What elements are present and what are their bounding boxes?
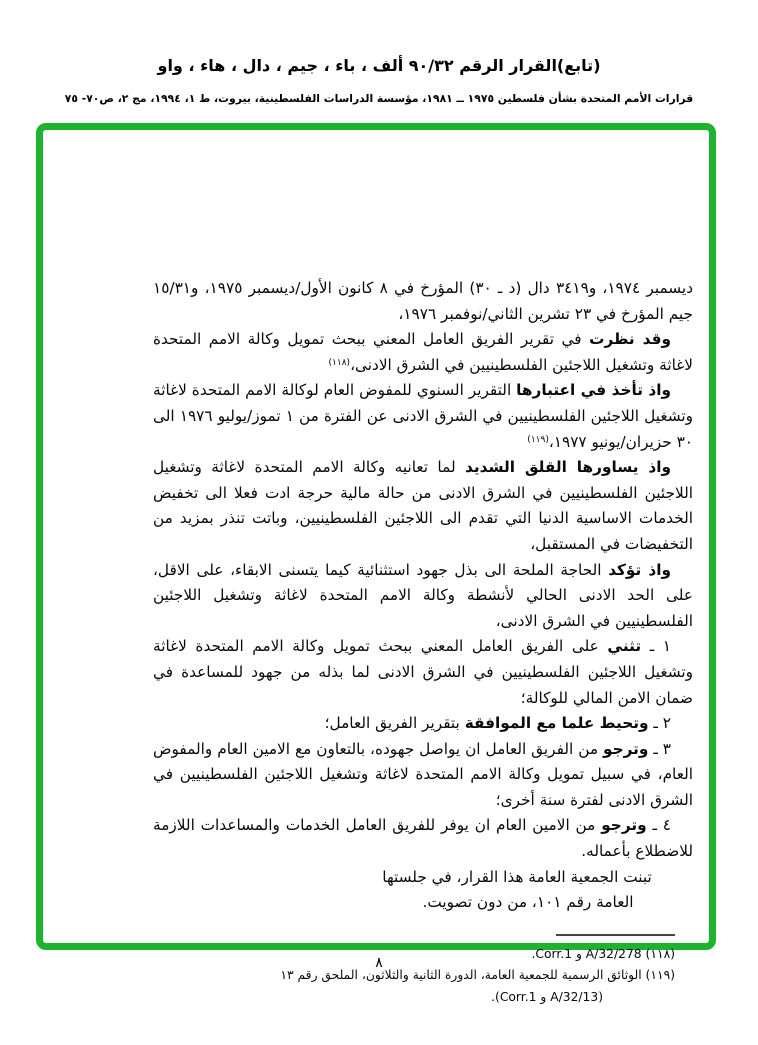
paragraph-text: بتقرير الفريق العامل؛ bbox=[324, 714, 465, 733]
paragraph-lead: وترجو bbox=[601, 816, 647, 835]
paragraph-lead: واذ تؤكد bbox=[608, 560, 671, 579]
paragraph-text: ديسمبر ١٩٧٤، و٣٤١٩ دال (د ـ ٣٠) المؤرخ في ٨ كانون الأول/ديسمبر ١٩٧٥، و١٥/٣١ جيم المؤرخ في ٢٣ تشرين الثاني/نوفمبر ١٩٧٦، bbox=[153, 279, 694, 323]
adoption-clause: تبنت الجمعية العامة هذا القرار، في جلستها العامة رقم ١٠١، من دون تصويت. bbox=[382, 867, 652, 912]
footnote-text: A/32/278 و Corr.1. bbox=[531, 946, 646, 961]
paragraph-text: من الفريق العامل ان يواصل جهوده، بالتعاون مع الامين العام والمفوض العام، في سبيل تمويل وكالة الامم المتحدة لاغاثة وتشغيل اللاجئين الفلسطينيين في الشرق الادنى لفترة سنة أخرى؛ bbox=[153, 739, 693, 809]
document-header-title: (تابع)القرار الرقم ٩٠/٣٢ ألف ، باء ، جيم ، دال ، هاء ، واو bbox=[157, 56, 601, 75]
paragraph-text: التقرير السنوي للمفوض العام لوكالة الامم المتحدة لاغاثة وتشغيل اللاجئين الفلسطينيين في الشرق الادنى عن الفترة من ١ تموز/يوليو ١٩٧٦ الى ٣٠ حزيران/يونيو ١٩٧٧، bbox=[153, 381, 693, 451]
page-number: ٨ bbox=[375, 955, 383, 971]
paragraph-lead: تثني bbox=[607, 637, 642, 656]
paragraph-lead: وقد نظرت bbox=[589, 330, 671, 349]
paragraph-text: على الفريق العامل المعني ببحث تمويل وكالة الامم المتحدة لاغاثة وتشغيل اللاجئين الفلسطينيين في الشرق الادنى لما بذله من جهود للمساعدة في ضمان الامن المالي للوكالة؛ bbox=[153, 637, 693, 707]
paragraph-preamble-4 bbox=[153, 558, 693, 635]
paragraph-preamble-1 bbox=[153, 327, 693, 378]
resolution-body bbox=[153, 276, 693, 1008]
item-number: ٤ ـ bbox=[646, 816, 671, 835]
footnote-marker: (١١٨) bbox=[645, 946, 675, 961]
paragraph-text: في تقرير الفريق العامل المعني ببحث تمويل وكالة الامم المتحدة لاغاثة وتشغيل اللاجئين الفلسطينيين في الشرق الادنى، bbox=[153, 330, 693, 374]
paragraph-lead: وتحيط علما مع الموافقة bbox=[464, 714, 649, 733]
footnote-marker: (١١٩) bbox=[645, 968, 675, 983]
footnote-divider bbox=[556, 934, 675, 936]
paragraph-preamble-3 bbox=[153, 455, 693, 557]
operative-item-3 bbox=[153, 737, 693, 814]
footnote-text: الوثائق الرسمية للجمعية العامة، الدورة الثانية والثلاثون، الملحق رقم ١٣ bbox=[280, 968, 646, 983]
paragraph-continuation bbox=[153, 276, 693, 327]
operative-item-2 bbox=[153, 711, 693, 737]
paragraph-text: من الامين العام ان يوفر للفريق العامل الخدمات والمساعدات اللازمة للاضطلاع بأعماله. bbox=[153, 816, 693, 861]
footnote-119-continuation: (A/32/13 و Corr.1). bbox=[491, 989, 603, 1004]
operative-item-1 bbox=[153, 634, 693, 711]
footnote-ref-119: (١١٩) bbox=[527, 434, 549, 445]
paragraph-preamble-2 bbox=[153, 378, 693, 455]
operative-item-4 bbox=[153, 813, 693, 864]
footnotes-block bbox=[205, 944, 675, 1009]
item-number: ٣ ـ bbox=[648, 739, 671, 758]
paragraph-text: لما تعانيه وكالة الامم المتحدة لاغاثة وتشغيل اللاجئين الفلسطينيين في الشرق الادنى من حالة مالية حرجة ادت فعلا الى تخفيض الخدمات الاساسية الدنيا التي تقدم الى اللاجئين الفلسطينيين، وباتت تنذر بمزيد من التخفيضات في المستقبل، bbox=[153, 458, 693, 553]
document-header-citation: قرارات الأمم المتحدة بشأن فلسطين ١٩٧٥ ــ ١٩٨١، مؤسسة الدراسات الفلسطينية، بيروت، ط ١، ١٩٩٤، مج ٢، ص٧٠- ٧٥ bbox=[64, 92, 694, 105]
footnote-ref-118: (١١٨) bbox=[328, 357, 351, 368]
paragraph-lead: واذ تأخذ في اعتبارها bbox=[516, 381, 671, 400]
paragraph-lead: واذ يساورها القلق الشديد bbox=[465, 458, 671, 477]
paragraph-text: الحاجة الملحة الى بذل جهود استثنائية كيما يتسنى الابقاء، على الاقل، على الحد الادنى الحالي لأنشطة وكالة الامم المتحدة لاغاثة وتشغيل اللاجئين الفلسطينيين في الشرق الادنى، bbox=[153, 560, 693, 630]
item-number: ٢ ـ bbox=[648, 714, 671, 733]
item-number: ١ ـ bbox=[641, 637, 671, 656]
paragraph-lead: وترجو bbox=[603, 739, 649, 758]
green-border-frame bbox=[36, 123, 716, 1004]
